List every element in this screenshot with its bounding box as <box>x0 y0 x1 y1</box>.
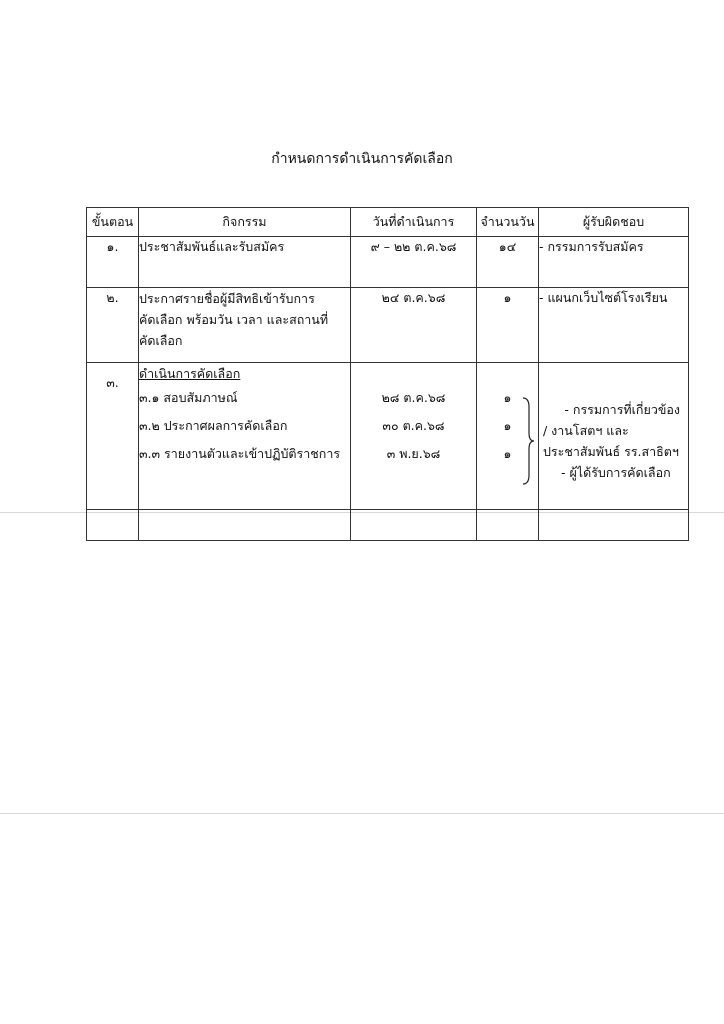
activity-heading: ดำเนินการคัดเลือก <box>139 366 241 381</box>
empty-cell <box>139 510 351 541</box>
responsible-cell <box>539 363 689 510</box>
days-cell <box>477 237 539 288</box>
header-responsible: ผู้รับผิดชอบ <box>539 208 689 237</box>
step-number: ๓. <box>106 375 119 390</box>
step-cell <box>87 288 139 363</box>
table-row <box>87 237 689 288</box>
date-cell <box>351 363 477 510</box>
responsible-text: - กรรมการที่เกี่ยวข้อง <box>564 402 680 417</box>
date-text: ๙ – ๒๒ ต.ค.๖๘ <box>370 239 457 254</box>
activity-text-line: คัดเลือก พร้อมวัน เวลา และสถานที่ <box>139 312 329 327</box>
days-cell <box>477 288 539 363</box>
table-row <box>87 288 689 363</box>
date-text: ๓ พ.ย.๖๘ <box>386 446 441 461</box>
responsible-cell <box>539 288 689 363</box>
table-header-row <box>87 208 689 237</box>
header-step: ขั้นตอน <box>87 208 139 237</box>
empty-cell <box>87 510 139 541</box>
subactivity-text: ๓.๒ ประกาศผลการคัดเลือก <box>139 418 288 433</box>
schedule-table <box>86 207 689 541</box>
days-text: ๑ <box>503 390 512 405</box>
responsible-text: - แผนกเว็บไซต์โรงเรียน <box>539 290 668 305</box>
activity-text: ประชาสัมพันธ์และรับสมัคร <box>139 239 285 254</box>
activity-cell <box>139 288 351 363</box>
empty-cell <box>477 510 539 541</box>
table-row-empty <box>87 510 689 541</box>
subactivity-text: ๓.๑ สอบสัมภาษณ์ <box>139 390 238 405</box>
step-number: ๑. <box>106 239 119 254</box>
header-days: จำนวนวัน <box>477 208 539 237</box>
activity-cell <box>139 363 351 510</box>
scan-artifact-line <box>0 813 724 814</box>
days-text: ๑ <box>503 290 512 305</box>
subactivity-text: ๓.๓ รายงานตัวและเข้าปฏิบัติราชการ <box>139 446 341 461</box>
header-date: วันที่ดำเนินการ <box>351 208 477 237</box>
empty-cell <box>539 510 689 541</box>
empty-cell <box>351 510 477 541</box>
days-text: ๑ <box>503 418 512 433</box>
step-cell <box>87 363 139 510</box>
activity-cell <box>139 237 351 288</box>
header-activity: กิจกรรม <box>139 208 351 237</box>
date-text: ๒๘ ต.ค.๖๘ <box>381 390 446 405</box>
date-cell <box>351 237 477 288</box>
responsible-text: - ผู้ได้รับการคัดเลือก <box>561 465 671 480</box>
days-text: ๑๔ <box>498 239 517 254</box>
responsible-text: ประชาสัมพันธ์ รร.สาธิตฯ <box>543 444 679 459</box>
step-cell <box>87 237 139 288</box>
date-text: ๓๐ ต.ค.๖๘ <box>382 418 445 433</box>
date-cell <box>351 288 477 363</box>
responsible-text: - กรรมการรับสมัคร <box>539 239 644 254</box>
days-text: ๑ <box>503 446 512 461</box>
table-row <box>87 363 689 510</box>
document-title: กำหนดการดำเนินการคัดเลือก <box>271 151 453 167</box>
curly-brace-icon <box>521 397 535 485</box>
step-number: ๒. <box>106 290 119 305</box>
activity-text-line: ประกาศรายชื่อผู้มีสิทธิเข้ารับการ <box>139 291 315 306</box>
date-text: ๒๔ ต.ค.๖๘ <box>381 290 446 305</box>
responsible-text: / งานโสตฯ และ <box>543 423 629 438</box>
responsible-cell <box>539 237 689 288</box>
activity-text-line: คัดเลือก <box>139 333 183 348</box>
